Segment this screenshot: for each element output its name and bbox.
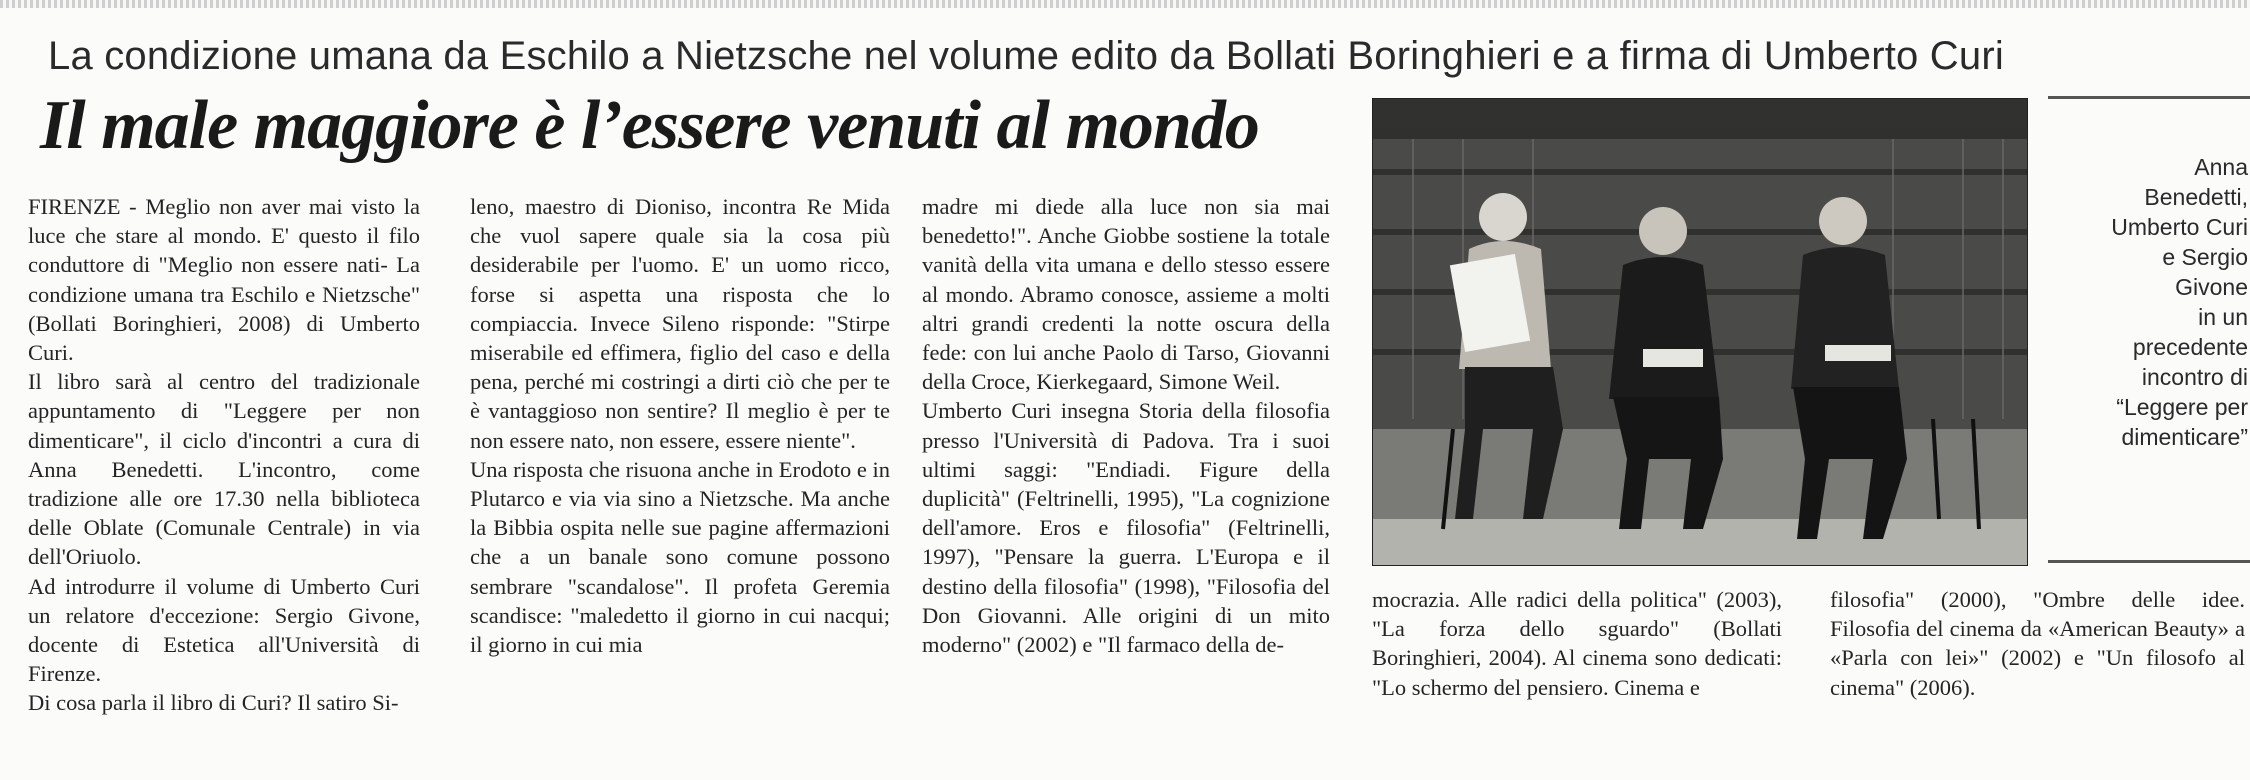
caption-line: Benedetti, bbox=[2144, 184, 2248, 210]
paragraph: madre mi diede alla luce non sia mai benedetto!". Anche Giobbe sostiene la totale vanità della vita umana e dello stesso essere al mondo. Abramo conosce, assieme a molti altri grandi credenti la notte oscura della fede: con lui anche Paolo di Tarso, Giovanni della Croce, Kierkegaard, Simone Weil. bbox=[922, 194, 1330, 395]
paragraph: mocrazia. Alle radici della politica" (2003), "La forza dello sguardo" (Bollati Boringhieri, 2004). Al cinema sono dedicati: "Lo schermo del pensiero. Cinema e bbox=[1372, 587, 1782, 700]
article-headline: Il male maggiore è l’essere venuti al mondo bbox=[40, 87, 1259, 164]
caption-line: Umberto Curi bbox=[2111, 214, 2248, 240]
text-column-4 bbox=[1372, 585, 1782, 702]
page-top-border bbox=[0, 0, 2250, 8]
caption-line: “Leggere per bbox=[2116, 394, 2248, 420]
caption-line: Anna bbox=[2194, 154, 2248, 180]
text-column-2 bbox=[470, 192, 890, 659]
paragraph: filosofia" (2000), "Ombre delle idee. Filosofia del cinema da «American Beauty» a «Parla con lei»" (2002) e "Un filosofo al cinema" (2006). bbox=[1830, 587, 2245, 700]
caption-line: incontro di bbox=[2141, 364, 2248, 390]
photo-caption bbox=[2040, 152, 2248, 452]
paragraph: Ad introdurre il volume di Umberto Curi un relatore d'eccezione: Sergio Givone, docente di Estetica all'Università di Firenze. bbox=[28, 573, 420, 687]
article-kicker: La condizione umana da Eschilo a Nietzsche nel volume edito da Bollati Boringhieri e a firma di Umberto Curi bbox=[48, 34, 2004, 78]
paragraph: leno, maestro di Dioniso, incontra Re Mida che vuol sapere quale sia la cosa più desiderabile per l'uomo. E' un uomo ricco, forse si aspetta una risposta che lo compiaccia. Invece Sileno risponde: "Stirpe miserabile ed effimera, figlio del caso e della pena, perché mi costringi a dirti ciò che per te è vantaggioso non sentire? Il meglio è per te non essere nato, non essere, essere niente". bbox=[470, 194, 890, 453]
caption-rule-top bbox=[2048, 96, 2250, 99]
caption-line: Givone bbox=[2175, 274, 2248, 300]
paragraph: FIRENZE - Meglio non aver mai visto la luce che stare al mondo. E' questo il filo conduttore di "Meglio non essere nati- La condizione umana tra Eschilo e Nietzsche" (Bollati Boringhieri, 2008) di Umberto Curi. bbox=[28, 194, 420, 366]
paragraph: Una risposta che risuona anche in Erodoto e in Plutarco e via via sino a Nietzsche. Ma anche la Bibbia ospita nelle sue pagine affermazioni che a un banale sono comune possono sembrare "scandalose". Il profeta Geremia scandisce: "maledetto il giorno in cui nacqui; il giorno in cui mia bbox=[470, 456, 890, 658]
paragraph: Di cosa parla il libro di Curi? Il satiro Si- bbox=[28, 690, 399, 716]
photo-illustration bbox=[1373, 99, 2027, 565]
caption-line: in un bbox=[2198, 304, 2248, 330]
paragraph: Il libro sarà al centro del tradizionale appuntamento di "Leggere per non dimenticare", il ciclo d'incontri a cura di Anna Benedetti. L'incontro, come tradizione alle ore 17.30 nella biblioteca delle Oblate (Comunale Centrale) in via dell'Oriuolo. bbox=[28, 369, 420, 570]
caption-rule-bottom bbox=[2048, 560, 2250, 563]
caption-line: e Sergio bbox=[2162, 244, 2248, 270]
text-column-5 bbox=[1830, 585, 2245, 702]
paragraph: Umberto Curi insegna Storia della filosofia presso l'Università di Padova. Tra i suoi ultimi saggi: "Endiadi. Figure della duplicità" (Feltrinelli, 1995), "La cognizione dell'amore. Eros e filosofia" (Feltrinelli, 1997), "Pensare la guerra. L'Europa e il destino della filosofia" (1998), "Filosofia del Don Giovanni. Alle origini di un mito moderno" (2002) e "Il farmaco della de- bbox=[922, 398, 1330, 658]
caption-line: precedente bbox=[2132, 334, 2248, 360]
text-column-3 bbox=[922, 192, 1330, 659]
caption-line: dimenticare” bbox=[2121, 424, 2248, 450]
text-column-1 bbox=[28, 192, 420, 718]
article-photo bbox=[1372, 98, 2028, 566]
